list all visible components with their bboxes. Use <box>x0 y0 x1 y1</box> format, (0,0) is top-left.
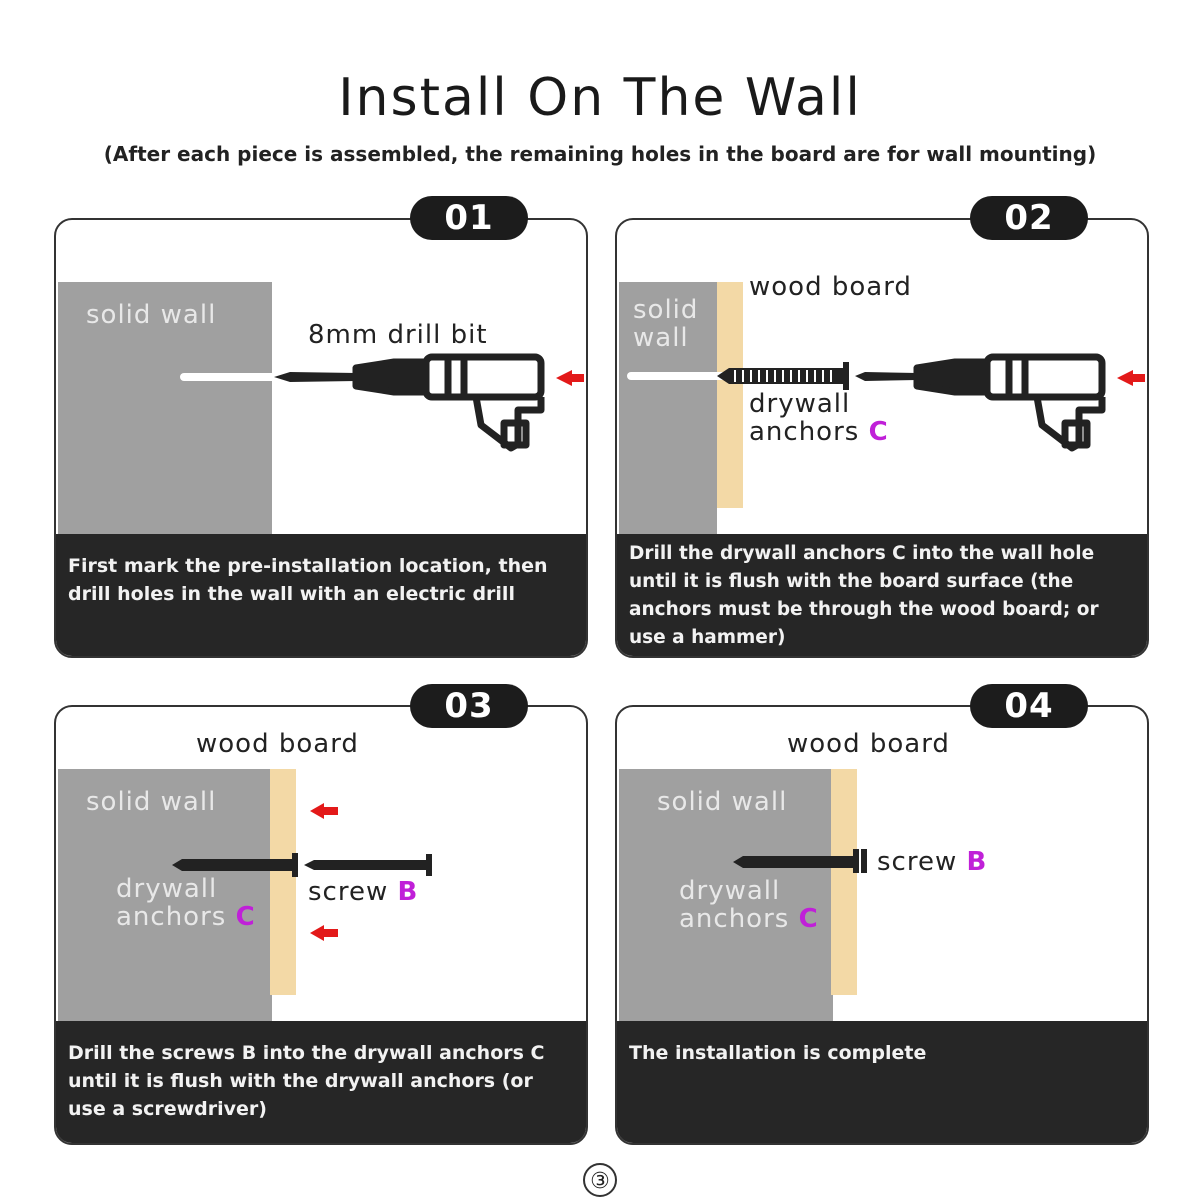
step-4-caption: The installation is complete <box>617 1021 1147 1143</box>
step-4-badge: 04 <box>970 684 1088 728</box>
anchor-letter-c: C <box>868 417 889 447</box>
wood-board <box>831 769 857 995</box>
page-number <box>583 1163 617 1197</box>
page-subtitle: (After each piece is assembled, the remaining holes in the board are for wall mounting) <box>103 142 1097 166</box>
page-title: Install On The Wall <box>338 68 862 128</box>
drill-hole <box>180 373 280 381</box>
drywall-anchors-label-line1: drywall <box>749 389 851 419</box>
drywall-anchors-label <box>749 390 889 446</box>
drill-bit-label: 8mm drill bit <box>308 320 488 350</box>
wood-board-label: wood board <box>196 729 359 759</box>
solid-wall-label <box>633 296 698 352</box>
solid-wall-label: solid wall <box>86 300 217 330</box>
drill-bit-icon <box>855 372 917 381</box>
wood-board <box>270 769 296 995</box>
solid-wall-label: solid wall <box>86 787 217 817</box>
drywall-anchors-label-line2: anchors <box>679 904 790 934</box>
step-2-panel <box>615 218 1149 658</box>
wood-board <box>717 282 743 508</box>
wood-board-label: wood board <box>749 272 912 302</box>
solid-wall-label-line1: solid <box>633 295 699 325</box>
screw-letter-b: B <box>397 877 419 907</box>
drywall-anchors-label-line1: drywall <box>116 874 218 904</box>
anchor-letter-c: C <box>798 904 819 934</box>
push-arrow-icon <box>556 370 584 386</box>
drywall-anchors-label-line2: anchors <box>116 902 227 932</box>
screw-label <box>308 877 418 907</box>
anchor-letter-c: C <box>235 902 256 932</box>
step-3-badge: 03 <box>410 684 528 728</box>
screw-label <box>877 847 987 877</box>
step-3-panel <box>54 705 588 1145</box>
solid-wall-label: solid wall <box>657 787 788 817</box>
screw-label-text: screw <box>308 877 389 907</box>
step-2-badge: 02 <box>970 196 1088 240</box>
drywall-anchors-label-line1: drywall <box>679 876 781 906</box>
drywall-anchors-label <box>116 875 256 931</box>
step-3-caption: Drill the screws B into the drywall anchors C until it is flush with the drywall anchors (or use a screwdriver) <box>56 1021 586 1143</box>
drywall-anchors-label <box>679 877 819 933</box>
wood-board-label: wood board <box>787 729 950 759</box>
step-2-caption: Drill the drywall anchors C into the wall hole until it is flush with the board surface (the anchors must be through the wood board; or use a hammer) <box>617 534 1147 656</box>
push-arrow-icon <box>1117 370 1145 386</box>
drywall-anchors-label-line2: anchors <box>749 417 860 447</box>
drill-bit-icon <box>274 372 356 382</box>
step-1-panel <box>54 218 588 658</box>
drill-hole <box>627 372 727 380</box>
push-arrow-icon <box>310 925 338 941</box>
push-arrow-icon <box>310 803 338 819</box>
electric-drill-icon <box>917 357 1102 448</box>
page-number-text: ③ <box>590 1169 610 1194</box>
solid-wall-label-line2: wall <box>633 323 689 353</box>
step-1-caption: First mark the pre-installation location, then drill holes in the wall with an electric drill <box>56 534 586 656</box>
screw-label-text: screw <box>877 847 958 877</box>
step-1-badge: 01 <box>410 196 528 240</box>
screw-icon <box>304 854 432 876</box>
step-4-panel <box>615 705 1149 1145</box>
electric-drill-icon <box>356 357 541 448</box>
screw-letter-b: B <box>966 847 988 877</box>
